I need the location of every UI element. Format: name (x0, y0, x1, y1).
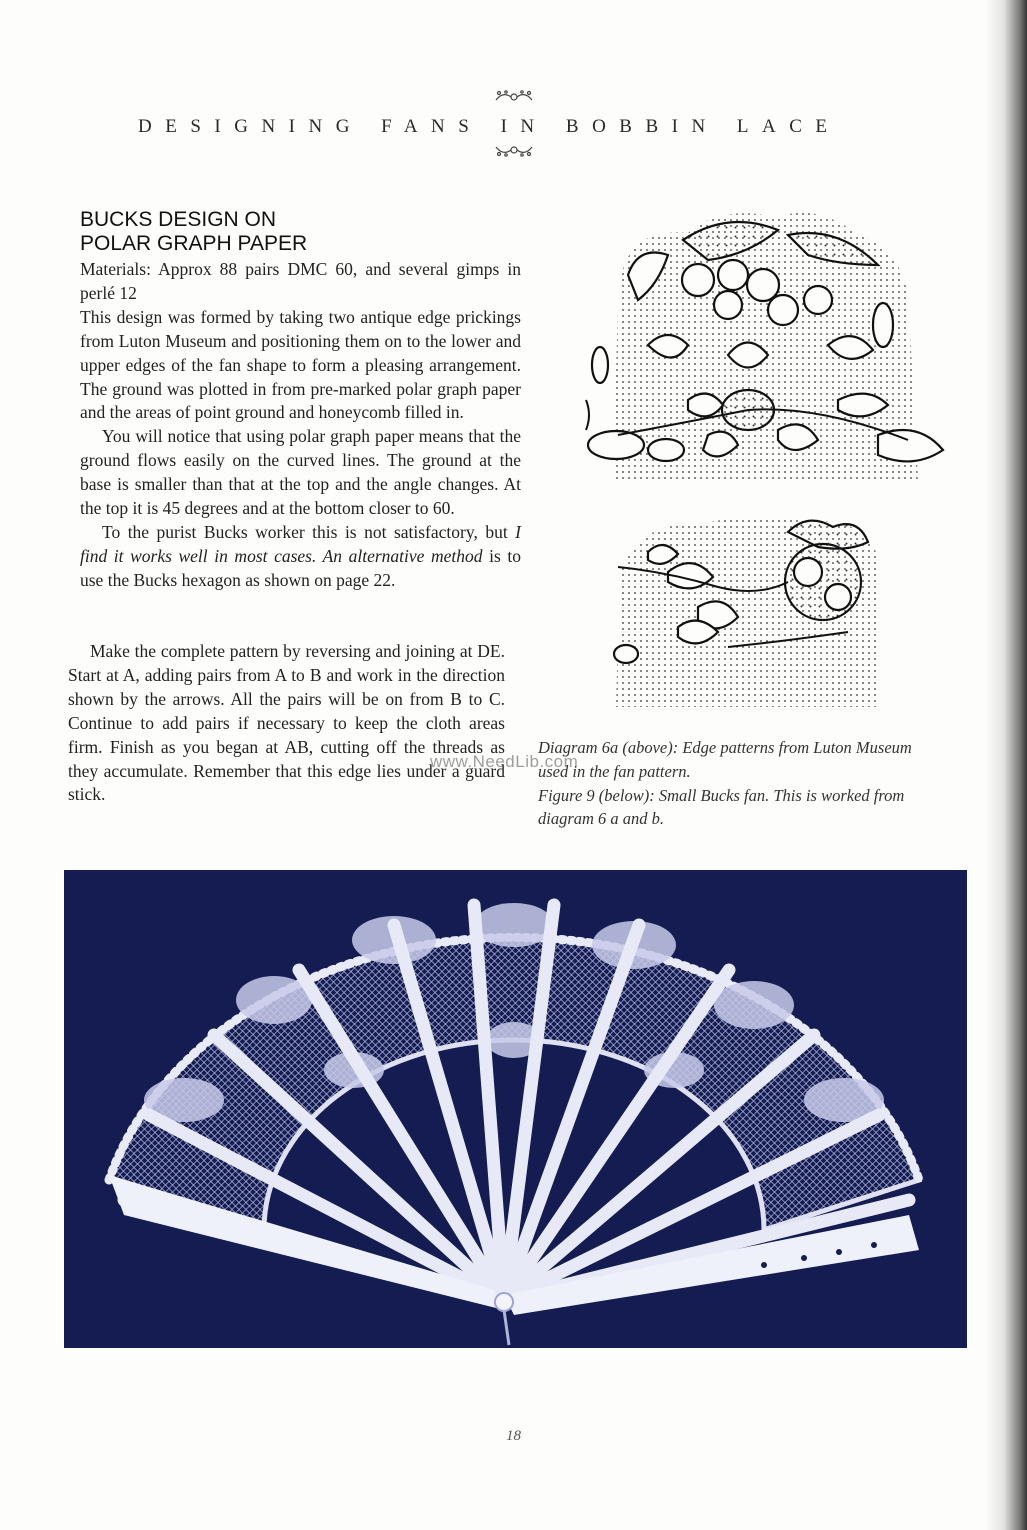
paragraph-1: This design was formed by taking two antique edge prickings from Luton Museum and positioning them on to the lower and upper edges of the fan shape to form a pleasing arrangement. The ground was plotted in from pre-marked polar graph paper and the areas of point ground and honeycomb filled in. (80, 306, 521, 423)
running-head: DESIGNING FANS IN BOBBIN LACE (138, 116, 841, 137)
paragraph-2: You will notice that using polar graph paper means that the ground flows easily on the curved lines. The ground at the base is smaller than that at the top and the angle changes. At the top it is 45 degrees and at the bottom closer to 60. (80, 426, 521, 519)
paragraph-3b: I find it works well in most cases. An alternative method (80, 521, 521, 566)
watermark: www.NeedLib.com (430, 752, 579, 771)
diagram-caption: Diagram 6a (above): Edge patterns from Luton Museum used in the fan pattern. (538, 738, 912, 781)
paragraph-3a: To the purist Bucks worker this is not satisfactory, but (102, 521, 516, 542)
lace-diagram-top (578, 205, 950, 487)
title-line-2: POLAR GRAPH PAPER (80, 232, 308, 255)
article-body-lower (68, 640, 505, 807)
title-line-1: BUCKS DESIGN ON (80, 208, 277, 231)
lace-diagram-bottom (608, 512, 888, 710)
figure-caption-text: Figure 9 (below): Small Bucks fan. This is worked from diagram 6 a and b. (538, 785, 905, 829)
paragraph-4: Make the complete pattern by reversing and joining at DE. Start at A, adding pairs from A to B and work in the direction shown by the arrows. All the pairs will be on from B to C. Continue to add pairs if necessary to keep the cloth areas firm. Finish as you began at AB, cutting off the threads as they accumulate. Remember that this edge lies under a guard stick. (68, 641, 505, 805)
materials-text: Materials: Approx 88 pairs DMC 60, and several gimps in perlé 12 (80, 259, 521, 303)
ornament-top-icon (0, 88, 1027, 109)
figure-caption (538, 736, 933, 831)
paragraph-3c: is to use the Bucks hexagon as shown on page 22. (80, 545, 521, 590)
lace-fan-image (64, 870, 967, 1348)
article-title (80, 208, 307, 256)
fan-photograph (64, 870, 967, 1348)
page-gutter-shadow (985, 0, 1027, 1530)
article-body-upper (80, 258, 521, 593)
ornament-bottom-icon (0, 143, 1027, 164)
page-number: 18 (506, 1428, 521, 1444)
paragraph-3 (80, 521, 521, 593)
